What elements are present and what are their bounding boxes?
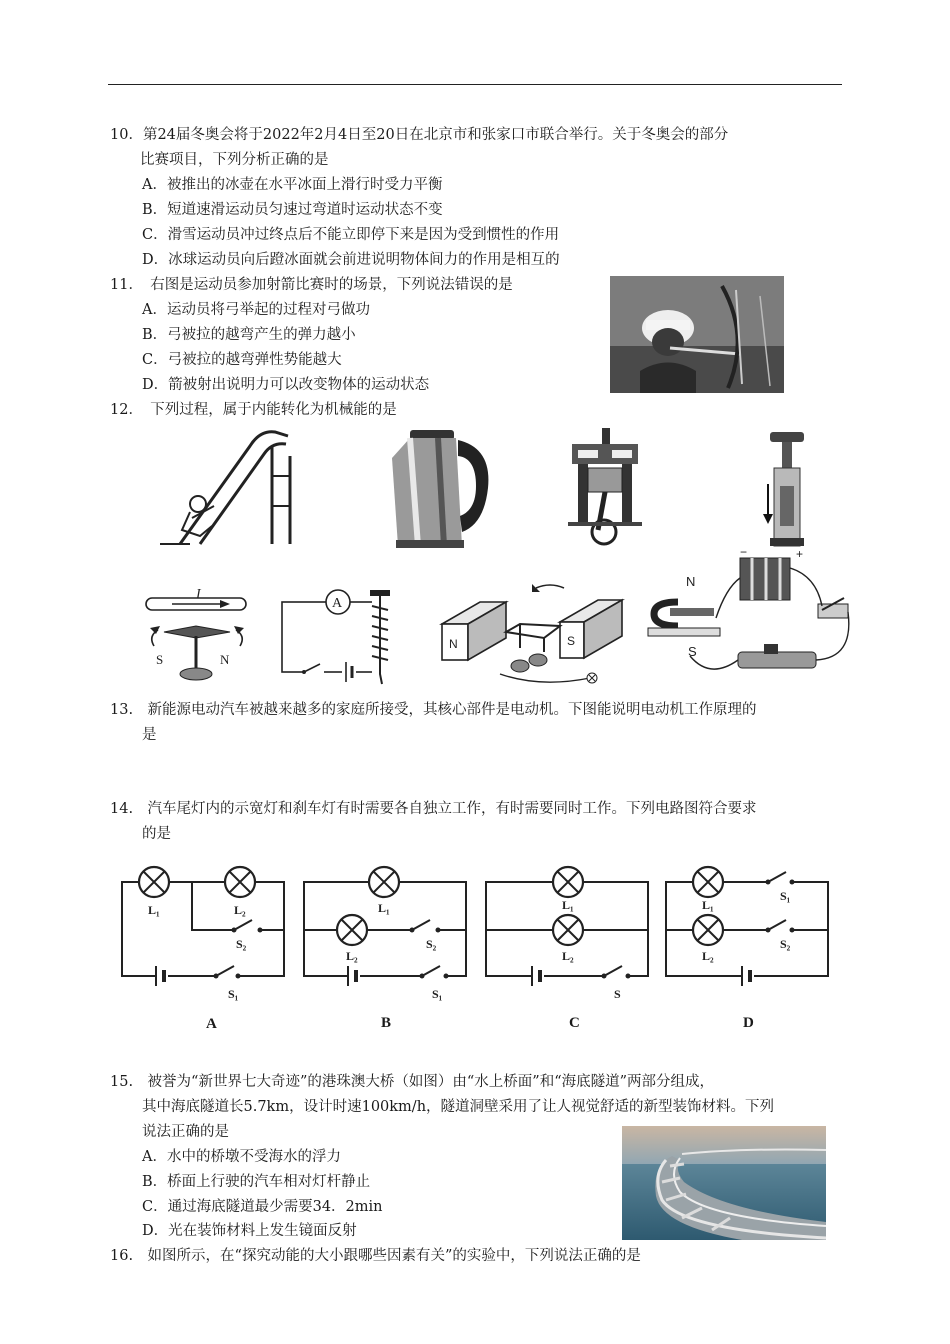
q16-stem: 16. 如图所示，在“探究动能的大小跟哪些因素有关”的实验中，下列说法正确的是	[110, 1248, 641, 1264]
circuit-a-l1: L₁	[148, 903, 160, 917]
circuit-a-s1: S₁	[228, 987, 239, 1001]
q12-stem: 12． 下列过程，属于内能转化为机械能的是	[110, 402, 397, 418]
q15-stem-line1: 15. 被誉为“新世界七大奇迹”的港珠澳大桥（如图）由“水上桥面”和“海底隧道”两部分组成，	[110, 1074, 715, 1090]
oersted-figure	[140, 588, 260, 688]
induction-figure	[640, 545, 864, 690]
q10-stem-line2: 比赛项目，下列分析正确的是	[140, 152, 329, 168]
bridge-photo	[622, 1126, 826, 1240]
circuit-a	[116, 862, 292, 1002]
circuit-d-l2: L₂	[702, 949, 714, 963]
svg-text:−: −	[740, 545, 748, 559]
q10-option-a: A．被推出的冰壶在水平冰面上滑行时受力平衡	[142, 177, 443, 193]
current-label: I	[196, 587, 201, 602]
ammeter-circuit-figure	[278, 588, 408, 690]
circuit-c-s: S	[614, 987, 621, 1001]
slide-figure	[160, 426, 300, 548]
circuit-c-l1: L₁	[562, 898, 574, 912]
q15-option-a: A．水中的桥墩不受海水的浮力	[142, 1149, 341, 1165]
circuit-b-l2: L₂	[346, 949, 358, 963]
q10-option-c: C．滑雪运动员冲过终点后不能立即停下来是因为受到惯性的作用	[142, 227, 560, 243]
circuit-b-l1: L₁	[378, 901, 390, 915]
q10-option-d: D．冰球运动员向后蹬冰面就会前进说明物体间力的作用是相互的	[142, 252, 560, 268]
magnet-n-label: N	[449, 637, 458, 651]
q11-option-d: D．箭被射出说明力可以改变物体的运动状态	[142, 377, 430, 393]
circuit-label-d: D	[743, 1015, 754, 1031]
q11-option-c: C．弓被拉的越弯弹性势能越大	[142, 352, 342, 368]
circuit-d-s2: S₂	[780, 937, 791, 951]
q13-stem-line1: 13. 新能源电动汽车被越来越多的家庭所接受，其核心部件是电动机。下图能说明电动机工作原理的	[110, 702, 757, 718]
q14-stem-line2: 的是	[142, 826, 171, 842]
circuit-b-s2: S₂	[426, 937, 437, 951]
engine-figure	[568, 428, 642, 548]
q15-stem-line3: 说法正确的是	[142, 1124, 229, 1140]
archer-photo	[610, 276, 784, 393]
q15-option-d: D．光在装饰材料上发生镜面反射	[142, 1223, 357, 1239]
u-magnet-s-label: S	[688, 644, 697, 659]
circuit-b-s1: S₁	[432, 987, 443, 1001]
circuit-d-s1: S₁	[780, 889, 791, 903]
svg-text:+: +	[796, 547, 804, 561]
q13-stem-line2: 是	[142, 727, 157, 743]
circuit-a-s2: S₂	[236, 937, 247, 951]
circuit-c-l2: L₂	[562, 949, 574, 963]
q10-stem-line1: 10．第24届冬奥会将于2022年2月4日至20日在北京市和张家口市联合举行。关于冬奥会的部分	[110, 127, 729, 143]
header-rule	[108, 84, 842, 85]
circuit-d-l1: L₁	[702, 898, 714, 912]
q14-stem-line1: 14. 汽车尾灯内的示宽灯和刹车灯有时需要各自独立工作，有时需要同时工作。下列电路图符合要求	[110, 801, 757, 817]
circuit-label-a: A	[206, 1016, 217, 1032]
q15-option-b: B．桥面上行驶的汽车相对灯杆静止	[142, 1174, 371, 1190]
q15-stem-line2: 其中海底隧道长5.7km，设计时速100km/h，隧道洞壁采用了让人视觉舒适的新型装饰材料。下列	[142, 1099, 775, 1115]
circuit-c	[480, 862, 656, 1002]
u-magnet-n-label: N	[686, 574, 696, 589]
circuit-b	[298, 862, 474, 1002]
q10-option-b: B．短道速滑运动员匀速过弯道时运动状态不变	[142, 202, 443, 218]
kettle-figure	[388, 428, 492, 548]
q15-option-c: C．通过海底隧道最少需要34．2min	[142, 1199, 383, 1215]
circuit-label-b: B	[381, 1015, 392, 1031]
magnet-s-label: S	[567, 634, 576, 648]
q11-option-b: B．弓被拉的越弯产生的弹力越小	[142, 327, 356, 343]
circuit-a-l2: L₂	[234, 903, 246, 917]
needle-s-label: S	[156, 652, 164, 667]
syringe-figure	[752, 430, 822, 548]
q11-stem: 11． 右图是运动员参加射箭比赛时的场景，下列说法错误的是	[110, 277, 513, 293]
ammeter-label: A	[332, 596, 343, 611]
magnet-coil-figure	[440, 580, 626, 690]
needle-n-label: N	[220, 652, 230, 667]
q11-option-a: A．运动员将弓举起的过程对弓做功	[142, 302, 370, 318]
circuit-d	[660, 862, 836, 1002]
circuit-label-c: C	[569, 1015, 580, 1031]
